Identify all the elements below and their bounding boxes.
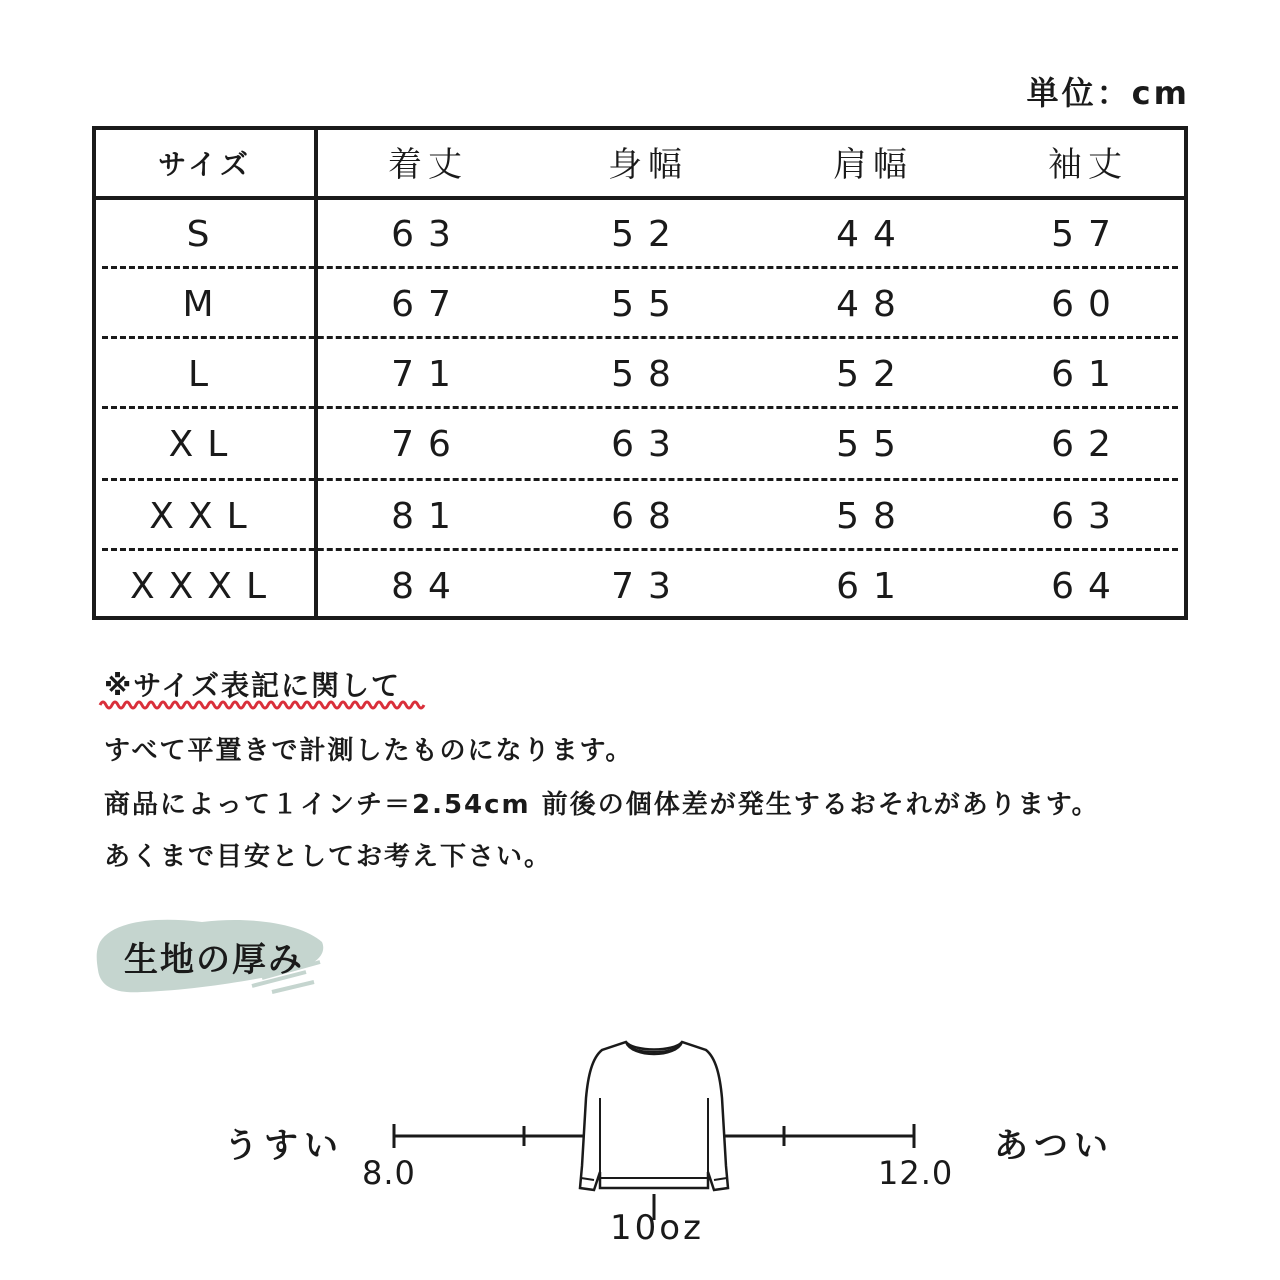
size-cell: XXXL xyxy=(129,566,281,607)
header-body-width: 身幅 xyxy=(608,145,688,185)
value-cell: 63 xyxy=(611,424,685,465)
value-cell: 62 xyxy=(1051,424,1125,465)
size-cell: L xyxy=(187,354,223,395)
value-cell: 58 xyxy=(836,496,910,537)
note-line: すべて平置きで計測したものになります。 xyxy=(104,736,634,766)
unit-label: 単位：cm xyxy=(1026,74,1190,112)
row-divider xyxy=(102,266,1178,269)
header-sleeve-length: 袖丈 xyxy=(1048,145,1128,185)
row-divider xyxy=(102,406,1178,409)
header-size: サイズ xyxy=(158,148,252,181)
header-shoulder-width: 肩幅 xyxy=(833,145,913,185)
value-cell: 55 xyxy=(836,424,910,465)
scale-min-label: 8.0 xyxy=(362,1154,416,1192)
fabric-weight-label: 10oz xyxy=(610,1208,704,1248)
size-cell: M xyxy=(182,284,228,325)
value-cell: 84 xyxy=(391,566,465,607)
value-cell: 64 xyxy=(1051,566,1125,607)
value-cell: 52 xyxy=(836,354,910,395)
size-cell: XL xyxy=(168,424,242,465)
value-cell: 60 xyxy=(1051,284,1125,325)
value-cell: 52 xyxy=(611,214,685,255)
value-cell: 48 xyxy=(836,284,910,325)
value-cell: 55 xyxy=(611,284,685,325)
value-cell: 63 xyxy=(1051,496,1125,537)
size-note-title: ※サイズ表記に関して xyxy=(104,669,401,702)
value-cell: 61 xyxy=(836,566,910,607)
wavy-underline xyxy=(96,698,426,712)
value-cell: 73 xyxy=(611,566,685,607)
table-row xyxy=(96,270,1184,340)
value-cell: 68 xyxy=(611,496,685,537)
value-cell: 44 xyxy=(836,214,910,255)
scale-max-label: 12.0 xyxy=(878,1154,954,1192)
size-cell: XXL xyxy=(149,496,261,537)
size-table xyxy=(92,126,1188,620)
row-divider xyxy=(102,548,1178,551)
table-row xyxy=(96,482,1184,552)
value-cell: 57 xyxy=(1051,214,1125,255)
row-divider xyxy=(102,336,1178,339)
table-header xyxy=(96,130,1184,200)
thin-label: うすい xyxy=(224,1126,344,1166)
value-cell: 67 xyxy=(391,284,465,325)
value-cell: 63 xyxy=(391,214,465,255)
value-cell: 61 xyxy=(1051,354,1125,395)
size-cell: S xyxy=(186,214,224,255)
row-divider xyxy=(102,478,1178,481)
header-length: 着丈 xyxy=(388,145,468,185)
table-row xyxy=(96,410,1184,480)
thickness-title: 生地の厚み xyxy=(124,940,304,980)
table-row xyxy=(96,200,1184,270)
table-row xyxy=(96,340,1184,410)
note-line: あくまで目安としてお考え下さい。 xyxy=(104,842,553,872)
value-cell: 71 xyxy=(391,354,465,395)
value-cell: 81 xyxy=(391,496,465,537)
value-cell: 58 xyxy=(611,354,685,395)
thick-label: あつい xyxy=(994,1126,1114,1166)
table-row xyxy=(96,552,1184,622)
sweatshirt-icon xyxy=(580,1042,728,1220)
note-line: 商品によって１インチ＝2.54cm 前後の個体差が発生するおそれがあります。 xyxy=(104,790,1100,820)
value-cell: 76 xyxy=(391,424,465,465)
